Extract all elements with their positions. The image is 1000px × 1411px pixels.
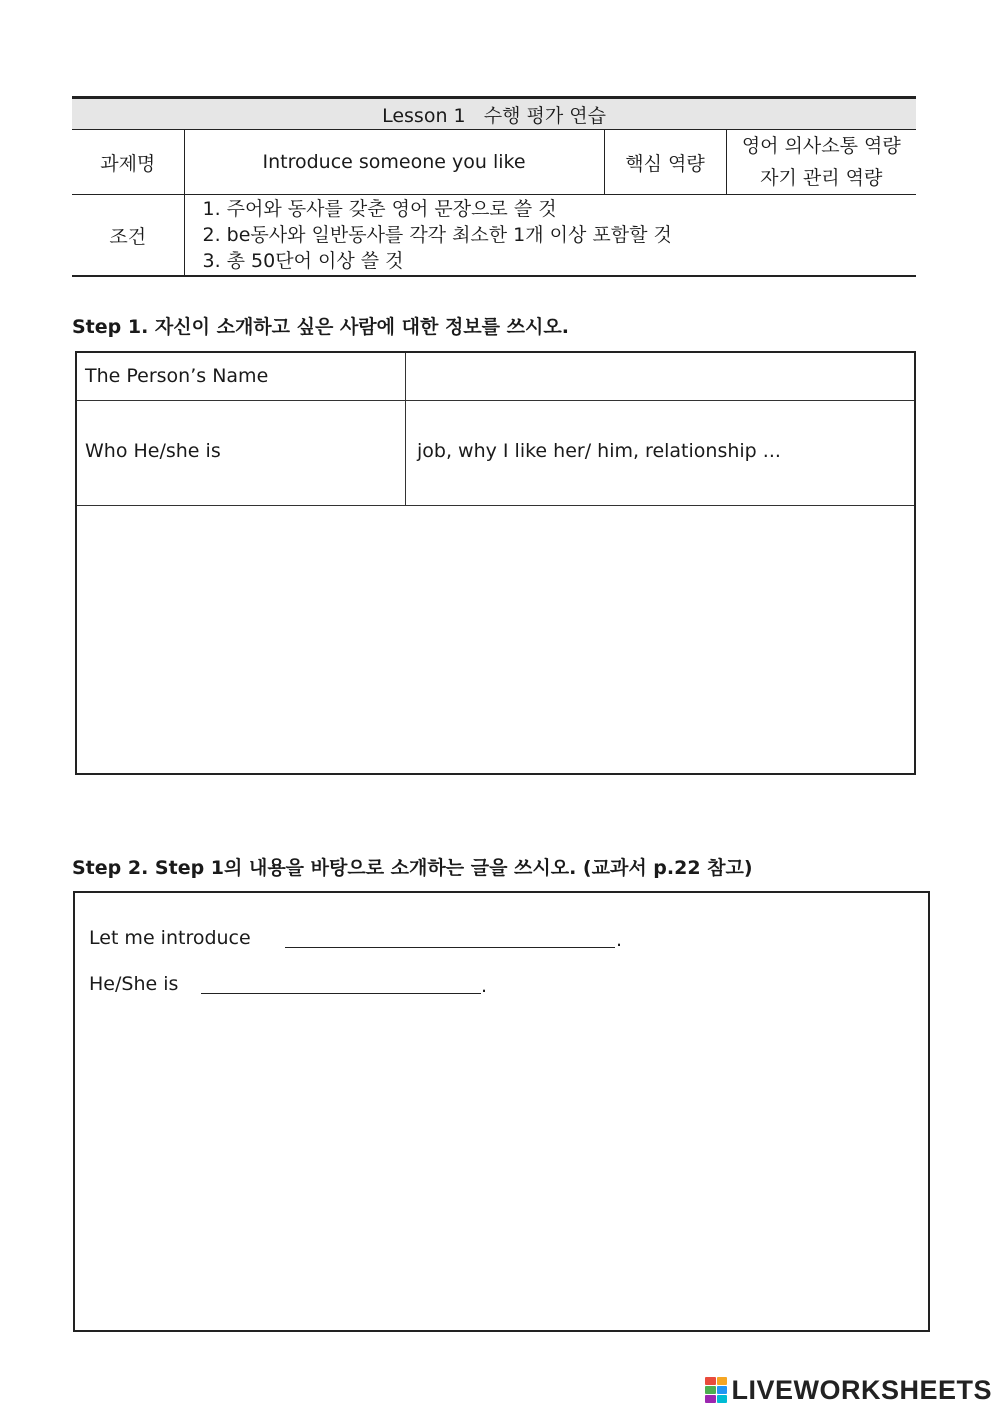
step1-heading: Step 1. 자신이 소개하고 싶은 사람에 대한 정보를 쓰시오. bbox=[72, 316, 569, 338]
condition-label: 조건 bbox=[72, 195, 184, 277]
logo-square bbox=[705, 1377, 716, 1385]
column-divider bbox=[405, 400, 406, 505]
condition-item: 2. be동사와 일반동사를 각각 최소한 1개 이상 포함할 것 bbox=[202, 224, 672, 246]
assignment-header-table bbox=[72, 96, 916, 277]
who-label: Who He/she is bbox=[85, 440, 221, 462]
condition-item: 1. 주어와 동사를 갖춘 영어 문장으로 쓸 것 bbox=[202, 198, 557, 220]
step2-heading: Step 2. Step 1의 내용을 바탕으로 소개하는 글을 쓰시오. (교과서 p.22 참고) bbox=[72, 857, 753, 879]
logo-icon bbox=[705, 1377, 727, 1403]
task-label: 과제명 bbox=[72, 130, 184, 195]
logo-text: LIVEWORKSHEETS bbox=[731, 1374, 992, 1405]
table-row bbox=[77, 400, 914, 506]
table-row bbox=[77, 353, 914, 401]
column-divider bbox=[405, 353, 406, 400]
logo-square bbox=[717, 1386, 728, 1394]
competency-item: 자기 관리 역량 bbox=[760, 167, 883, 189]
intro-blank[interactable] bbox=[285, 947, 615, 948]
competency-item: 영어 의사소통 역량 bbox=[741, 135, 901, 157]
logo-square bbox=[717, 1395, 728, 1403]
competency-label: 핵심 역량 bbox=[604, 130, 726, 195]
condition-list bbox=[184, 195, 916, 277]
logo-square bbox=[705, 1395, 716, 1403]
is-blank[interactable] bbox=[201, 993, 481, 994]
condition-item: 3. 총 50단어 이상 쓸 것 bbox=[202, 250, 404, 272]
step2-writing-box bbox=[73, 891, 930, 1332]
task-value: Introduce someone you like bbox=[184, 130, 604, 195]
is-sentence-start: He/She is bbox=[89, 973, 179, 995]
writing-area[interactable] bbox=[75, 1013, 928, 1330]
intro-sentence-start: Let me introduce bbox=[89, 927, 251, 949]
period: . bbox=[481, 975, 488, 997]
competency-values bbox=[726, 130, 916, 195]
name-label: The Person’s Name bbox=[85, 365, 269, 387]
who-input[interactable]: job, why I like her/ him, relationship ... bbox=[417, 440, 781, 462]
lesson-title: Lesson 1 수행 평가 연습 bbox=[72, 98, 916, 130]
step1-info-table bbox=[75, 351, 916, 775]
logo-square bbox=[705, 1386, 716, 1394]
liveworksheets-logo bbox=[705, 1372, 992, 1408]
notes-area[interactable] bbox=[77, 507, 914, 773]
period: . bbox=[616, 929, 623, 951]
logo-square bbox=[717, 1377, 728, 1385]
